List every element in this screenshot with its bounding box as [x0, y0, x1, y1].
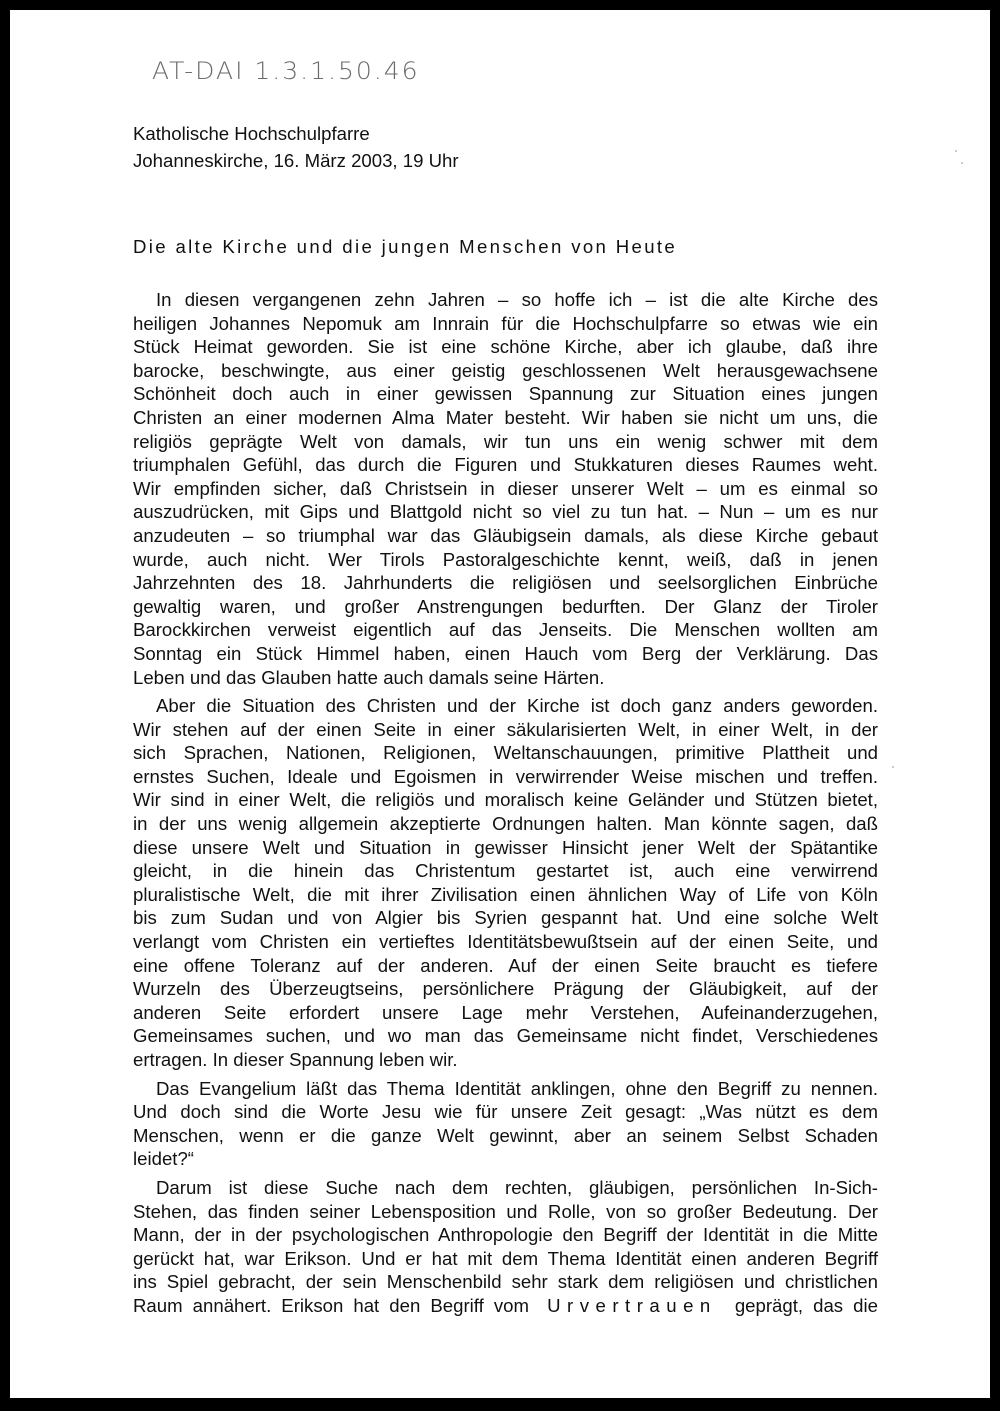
paragraph-1 [133, 288, 878, 689]
document-body [133, 288, 878, 1318]
text-line: verlangt vom Christen ein vertieftes Identitätsbewußtsein auf der einen Seite, und [133, 931, 878, 953]
document-title: Die alte Kirche und die jungen Menschen von Heute [133, 236, 678, 257]
final-line-end: geprägt, das die [734, 1294, 878, 1316]
text-line: sich Sprachen, Nationen, Religionen, Weltanschauungen, primitive Plattheit und [133, 742, 878, 764]
text-line: Gemeinsames suchen, und wo man das Gemeinsame nicht findet, Verschiedenes [133, 1025, 878, 1047]
text-line: diese unsere Welt und Situation in gewisser Hinsicht jener Welt der Spätantike [133, 836, 878, 858]
scan-speck [961, 162, 963, 164]
text-line: anzudeuten – so triumphal war das Gläubigsein damals, als diese Kirche gebaut [133, 524, 878, 546]
text-line: Wir empfinden sicher, daß Christsein in dieser unserer Welt – um es einmal so [133, 477, 878, 499]
text-line: Darum ist diese Suche nach dem rechten, gläubigen, persönlichen In-Sich- [156, 1176, 878, 1198]
text-line: religiös geprägte Welt von damals, wir tun uns ein wenig schwer mit dem [133, 430, 878, 452]
text-line: Das Evangelium läßt das Thema Identität anklingen, ohne den Begriff zu nennen. [156, 1077, 878, 1099]
text-line: Aber die Situation des Christen und der Kirche ist doch ganz anders geworden. [156, 695, 878, 717]
final-line-start: Raum annähert. Erikson hat den Begriff vom [133, 1294, 529, 1316]
text-line: Schönheit doch auch in einer gewissen Spannung zur Situation eines jungen [133, 383, 878, 405]
text-line-final [133, 1294, 878, 1318]
text-line: Wir stehen auf der einen Seite in einer säkularisierten Welt, in einer Welt, in der [133, 718, 878, 740]
paragraph-3 [133, 1077, 878, 1171]
paragraph-4 [133, 1176, 878, 1318]
paragraph-2 [133, 694, 878, 1072]
text-line: Wurzeln des Überzeugtseins, persönlichere Prägung der Gläubigkeit, auf der [133, 978, 878, 1000]
text-line: Wir sind in einer Welt, die religiös und moralisch keine Geländer und Stützen bietet, [133, 789, 878, 811]
scan-speck [955, 150, 957, 152]
text-line: Leben und das Glauben hatte auch damals seine Härten. [133, 666, 605, 688]
text-line: wurde, auch nicht. Wer Tirols Pastoralgeschichte kennt, weiß, daß in jenen [133, 548, 878, 570]
text-line: Christen an einer modernen Alma Mater besteht. Wir haben sie nicht um uns, die [133, 406, 878, 428]
text-line: Stück Heimat geworden. Sie ist eine schöne Kirche, aber ich glaube, daß ihre [133, 336, 878, 358]
text-line: Barockkirchen verweist eigentlich auf das Jenseits. Die Menschen wollten am [133, 619, 878, 641]
text-line: gewaltig waren, und großer Anstrengungen bedurften. Der Glanz der Tiroler [133, 595, 878, 617]
text-line: barocke, beschwingte, aus einer geistig geschlossenen Welt herausgewachsene [133, 359, 878, 381]
text-line: gleicht, in die hinein das Christentum gestartet ist, auch eine verwirrend [133, 860, 878, 882]
document-header [133, 120, 459, 174]
header-location-date: Johanneskirche, 16. März 2003, 19 Uhr [133, 150, 459, 171]
emphasized-term: Urvertrauen [547, 1294, 717, 1316]
text-line: ertragen. In dieser Spannung leben wir. [133, 1049, 458, 1070]
text-line: pluralistische Welt, die mit ihrer Zivilisation einen ähnlichen Way of Life von Köln [133, 883, 878, 905]
handwritten-archive-reference: AT-DAI 1.3.1.50.46 [152, 57, 420, 85]
text-line: Sonntag ein Stück Himmel haben, einen Hauch vom Berg der Verklärung. Das [133, 642, 878, 664]
text-line: eine offene Toleranz auf der anderen. Auf der einen Seite braucht es tiefere [133, 954, 878, 976]
text-line: Menschen, wenn er die ganze Welt gewinnt, aber an seinem Selbst Schaden [133, 1124, 878, 1146]
text-line: bis zum Sudan und von Algier bis Syrien gespannt hat. Und eine solche Welt [133, 907, 878, 929]
text-line: Und doch sind die Worte Jesu wie für unsere Zeit gesagt: „Was nützt es dem [133, 1101, 878, 1123]
document-page [10, 10, 990, 1398]
text-line: triumphalen Gefühl, das durch die Figuren und Stukkaturen dieses Raumes weht. [133, 454, 878, 476]
text-line: In diesen vergangenen zehn Jahren – so hoffe ich – ist die alte Kirche des [156, 289, 878, 310]
text-line: gerückt hat, war Erikson. Und er hat mit dem Thema Identität einen anderen Begriff [133, 1247, 878, 1269]
text-line: leidet?“ [133, 1148, 194, 1170]
header-institution: Katholische Hochschulpfarre [133, 123, 370, 144]
text-line: anderen Seite erfordert unsere Lage mehr Verstehen, Aufeinanderzugehen, [133, 1001, 878, 1023]
text-line: ins Spiel gebracht, der sein Menschenbild sehr stark dem religiösen und christlichen [133, 1271, 878, 1293]
text-line: in der uns wenig allgemein akzeptierte Ordnungen halten. Man könnte sagen, daß [133, 813, 878, 835]
scan-speck [892, 766, 894, 768]
text-line: ernstes Suchen, Ideale und Egoismen in verwirrender Weise mischen und treffen. [133, 765, 878, 787]
text-line: Stehen, das finden seiner Lebensposition und Rolle, von so großer Bedeutung. Der [133, 1200, 878, 1222]
text-line: Mann, der in der psychologischen Anthropologie den Begriff der Identität in die Mitte [133, 1224, 878, 1246]
text-line: auszudrücken, mit Gips und Blattgold nicht so viel zu tun hat. – Nun – um es nur [133, 501, 878, 523]
text-line: heiligen Johannes Nepomuk am Innrain für die Hochschulpfarre so etwas wie ein [133, 312, 878, 334]
text-line: Jahrzehnten des 18. Jahrhunderts die religiösen und seelsorglichen Einbrüche [133, 572, 878, 594]
